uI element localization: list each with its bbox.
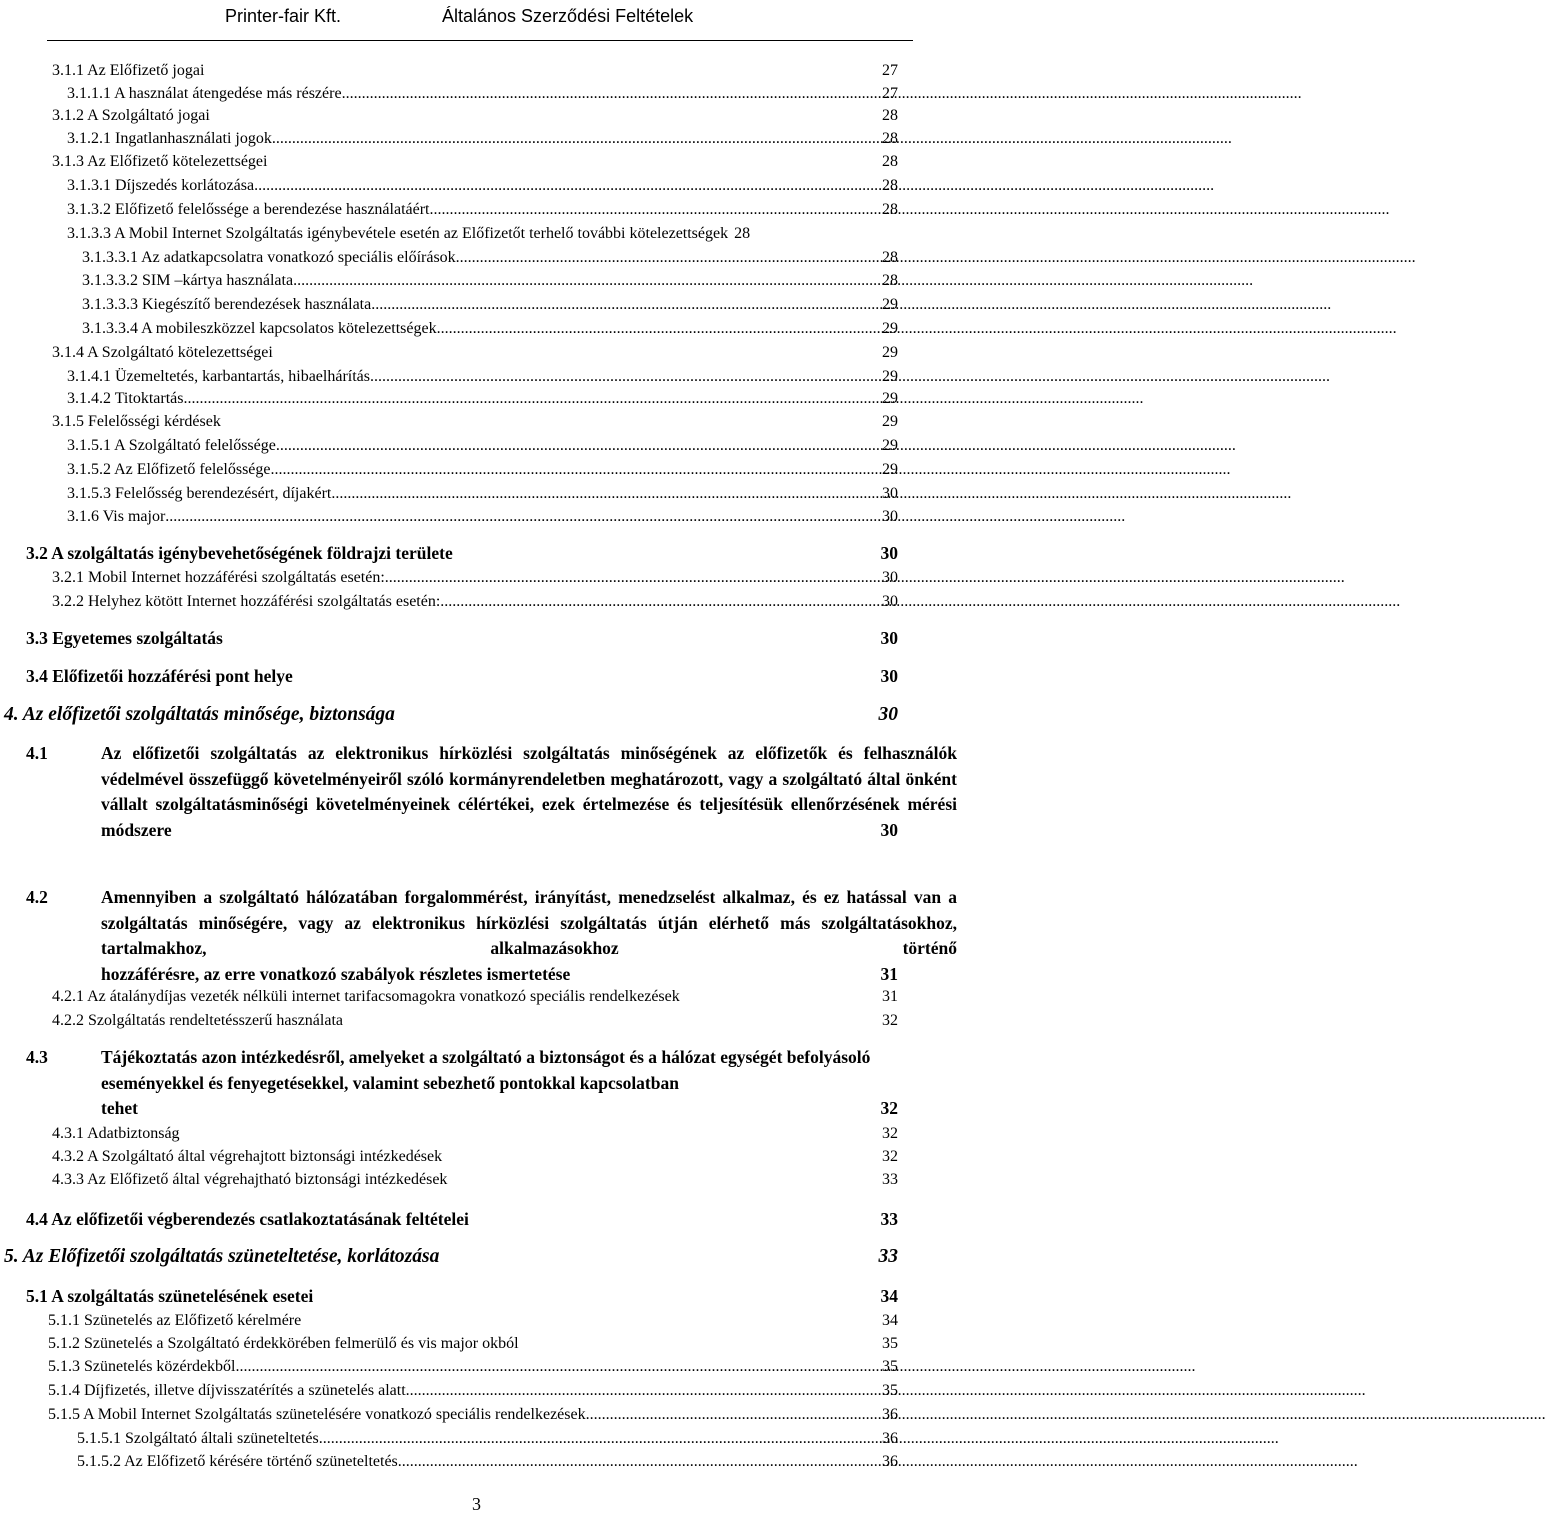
toc-entry[interactable]: 5.1.4 Díjfizetés, illetve díjvisszatérítés a szünetelés alatt ..... 35	[48, 1380, 898, 1402]
toc-entry[interactable]: 4.3.1 Adatbiztonság 32	[52, 1125, 898, 1142]
toc-heading[interactable]: 4.4 Az előfizetői végberendezés csatlakoztatásának feltételei 33	[26, 1209, 898, 1229]
header-divider	[47, 40, 913, 41]
toc-entry[interactable]: 3.1.1.1 A használat átengedése más részére ..... 27	[67, 83, 898, 105]
toc-entry[interactable]: 4.3.2 A Szolgáltató által végrehajtott biztonsági intézkedések 32	[52, 1148, 898, 1165]
toc-entry[interactable]: 3.1.5.2 Az Előfizető felelőssége ..... 29	[67, 459, 898, 481]
toc-entry[interactable]: 3.1.4 A Szolgáltató kötelezettségei 29	[52, 344, 898, 361]
document-title: Általános Szerződési Feltételek	[442, 6, 694, 26]
toc-entry[interactable]: 3.1.5.1 A Szolgáltató felelőssége ..... 29	[67, 435, 898, 457]
toc-entry[interactable]: 3.1.3.3 A Mobil Internet Szolgáltatás igénybevétele esetén az Előfizetőt terhelő további kötelezettségek 28	[67, 225, 751, 242]
section-text: Tájékoztatás azon intézkedésről, amelyeket a szolgáltató a biztonságot és a hálózat egységét befolyásoló eseményekkel és fenyegetésekkel, valamint sebezhető pontokkal kapcsolatban	[101, 1047, 871, 1093]
toc-entry[interactable]: 3.1.4.2 Titoktartás ..... 29	[67, 388, 898, 410]
toc-heading[interactable]: 5.1 A szolgáltatás szünetelésének esetei 34	[26, 1286, 898, 1306]
toc-entry[interactable]: 4.2.2 Szolgáltatás rendeltetésszerű használata 32	[52, 1012, 898, 1029]
toc-entry[interactable]: 5.1.1 Szünetelés az Előfizető kérelmére 34	[48, 1312, 898, 1329]
toc-entry[interactable]: 3.1.4.1 Üzemeltetés, karbantartás, hibaelhárítás ..... 29	[67, 366, 898, 388]
toc-entry[interactable]: 3.1.3.1 Díjszedés korlátozása ..... 28	[67, 175, 898, 197]
toc-entry[interactable]: 4.2.1 Az átalánydíjas vezeték nélküli internet tarifacsomagokra vonatkozó speciális rendelkezések 31	[52, 988, 898, 1005]
toc-entry[interactable]: 3.1.3.3.4 A mobileszközzel kapcsolatos kötelezettségek ..... 29	[82, 318, 898, 340]
toc-entry[interactable]: 3.1.2.1 Ingatlanhasználati jogok ..... 28	[67, 128, 898, 150]
section-text: Az előfizetői szolgáltatás az elektronikus hírközlési szolgáltatás minőségének az előfizetők és felhasználók védelmével összefüggő követelményeiről szóló kormányrendeletben meghatározott, vagy a szolgáltató által önként vállalt szolgáltatásminőségi követelményeinek célértékei, ezek értelmezése és teljesítésük ellenőrzésének mérési	[101, 743, 957, 814]
toc-chapter[interactable]: 4. Az előfizetői szolgáltatás minősége, biztonsága 30	[4, 704, 898, 725]
toc-heading[interactable]: 3.4 Előfizetői hozzáférési pont helye 30	[26, 666, 898, 686]
section-number: 4.1	[26, 743, 48, 763]
toc-entry[interactable]: 5.1.5.2 Az Előfizető kérésére történő szüneteltetés ..... 36	[77, 1451, 898, 1473]
toc-entry[interactable]: 3.1.3.3.2 SIM –kártya használata ..... 28	[82, 270, 898, 292]
toc-heading[interactable]: 3.2 A szolgáltatás igénybevehetőségének földrajzi területe 30	[26, 543, 898, 563]
toc-entry[interactable]: 5.1.5.1 Szolgáltató általi szüneteltetés ..... 36	[77, 1428, 898, 1450]
section-text: Amennyiben a szolgáltató hálózatában forgalommérést, irányítást, menedzselést alkalmaz, és ez hatással van a szolgáltatás minőségére, vagy az elektronikus hírközlési szolgáltatás útján elérhető más szolgáltatásokhoz, tartalmakhoz, alkalmazásokhoz történő	[101, 887, 957, 958]
toc-entry[interactable]: 3.1.3.3.1 Az adatkapcsolatra vonatkozó speciális előírások ..... 28	[82, 247, 898, 269]
toc-entry[interactable]: 3.2.2 Helyhez kötött Internet hozzáférési szolgáltatás esetén: ..... 30	[52, 591, 898, 613]
page-header	[0, 6, 960, 36]
toc-entry[interactable]: 4.3.3 Az Előfizető által végrehajtható biztonsági intézkedések 33	[52, 1171, 898, 1188]
toc-chapter[interactable]: 5. Az Előfizetői szolgáltatás szüneteltetése, korlátozása 33	[4, 1246, 898, 1267]
toc-heading-multiline[interactable]: 4.2 Amennyiben a szolgáltató hálózatában forgalommérést, irányítást, menedzselést alkalmaz, és ez hatással van a szolgáltatás minőségére, vagy az elektronikus hírközlési szolgáltatás útján elérhető más szolgáltatásokhoz, tartalmakhoz, alkalmazásokhoz történő hozzáférésre, az erre vonatkozó szabályok részletes ismertetése 31	[26, 887, 957, 984]
page-number: 3	[472, 1494, 481, 1514]
section-number: 4.3	[26, 1047, 48, 1067]
toc-entry[interactable]: 3.1.1 Az Előfizető jogai 27	[52, 62, 898, 79]
toc-entry[interactable]: 5.1.3 Szünetelés közérdekből ..... 35	[48, 1356, 898, 1378]
toc-heading-multiline[interactable]: 4.3 Tájékoztatás azon intézkedésről, amelyeket a szolgáltató a biztonságot és a hálózat egységét befolyásoló eseményekkel és fenyegetésekkel, valamint sebezhető pontokkal kapcsolatban tehet 32	[101, 1045, 927, 1122]
toc-entry[interactable]: 3.1.5.3 Felelősség berendezésért, díjakért ..... 30	[67, 483, 898, 505]
toc-entry[interactable]: 3.1.5 Felelősségi kérdések 29	[52, 413, 898, 430]
toc-heading-multiline[interactable]: 4.1 Az előfizetői szolgáltatás az elektronikus hírközlési szolgáltatás minőségének az előfizetők és felhasználók védelmével összefüggő követelményeiről szóló kormányrendeletben meghatározott, vagy a szolgáltató által önként vállalt szolgáltatásminőségi követelményeinek célértékei, ezek értelmezése és teljesítésük ellenőrzésének mérési módszere 30	[26, 743, 957, 840]
toc-entry[interactable]: 3.1.6 Vis major ..... 30	[67, 506, 898, 528]
toc-entry[interactable]: 3.1.3.2 Előfizető felelőssége a berendezése használatáért ..... 28	[67, 199, 898, 221]
toc-entry[interactable]: 3.2.1 Mobil Internet hozzáférési szolgáltatás esetén: ..... 30	[52, 567, 898, 589]
company-name: Printer-fair Kft.	[225, 6, 342, 26]
toc-entry[interactable]: 3.1.3 Az Előfizető kötelezettségei 28	[52, 153, 898, 170]
section-number: 4.2	[26, 887, 48, 907]
toc-entry[interactable]: 3.1.3.3.3 Kiegészítő berendezések használata ..... 29	[82, 294, 898, 316]
toc-entry[interactable]: 5.1.2 Szünetelés a Szolgáltató érdekkörében felmerülő és vis major okból 35	[48, 1335, 898, 1352]
toc-entry[interactable]: 3.1.2 A Szolgáltató jogai 28	[52, 107, 898, 124]
toc-entry[interactable]: 5.1.5 A Mobil Internet Szolgáltatás szünetelésére vonatkozó speciális rendelkezések ..... 36	[48, 1404, 898, 1426]
toc-heading[interactable]: 3.3 Egyetemes szolgáltatás 30	[26, 628, 898, 648]
